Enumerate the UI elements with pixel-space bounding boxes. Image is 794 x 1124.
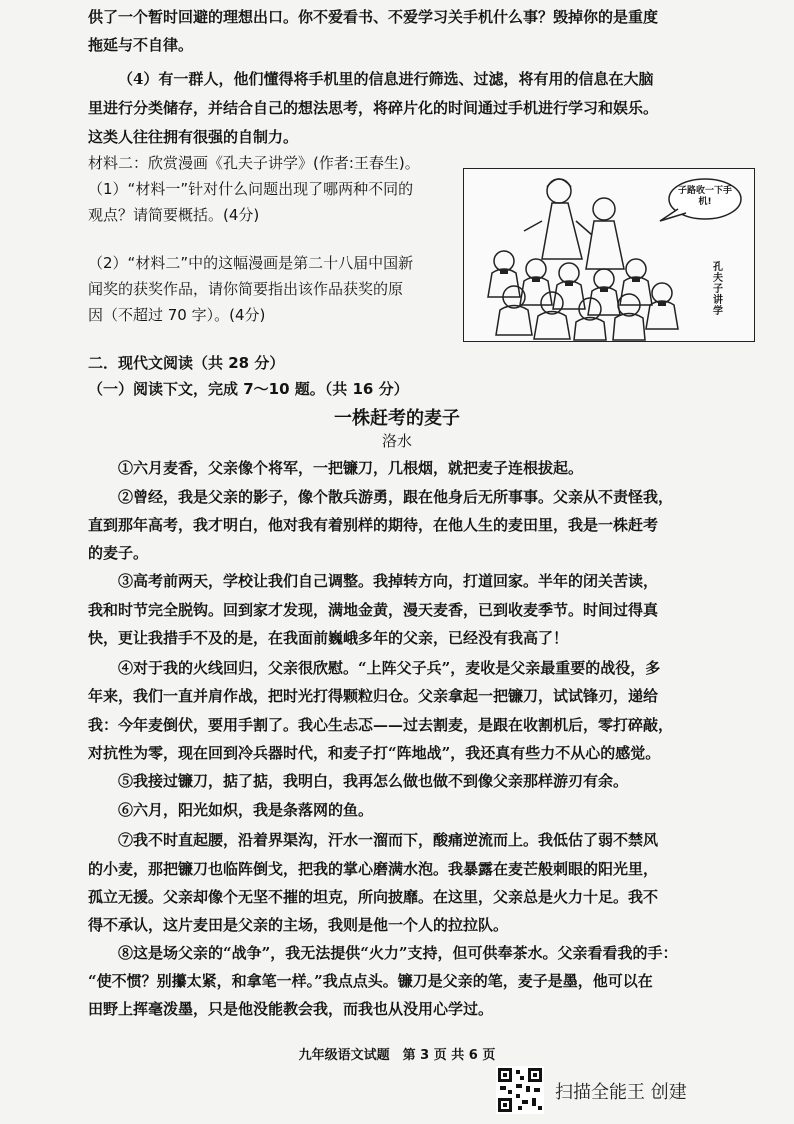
article-author: 洛水 xyxy=(381,432,412,450)
material1-item4-line-1: （4）有一群人，他们懂得将手机里的信息进行筛选、过滤，将有用的信息在大脑 xyxy=(118,70,654,88)
article-line: 我和时节完全脱钩。回到家才发现，满地金黄，漫天麦香，已到收麦季节。时间过得真 xyxy=(88,601,659,619)
page-footer: 九年级语文试题 第 3 页 共 6 页 xyxy=(298,1048,496,1063)
article-line: 田野上挥毫泼墨，只是他没能教会我，而我也从没用心学过。 xyxy=(88,1000,494,1018)
question-2-line-2: 闻奖的获奖作品，请你简要指出该作品获奖的原 xyxy=(88,280,404,298)
article-line: 对抗性为零，现在回到冷兵器时代，和麦子打“阵地战”，我还真有些力不从心的感觉。 xyxy=(88,744,661,762)
article-line: 直到那年高考，我才明白，他对我有着别样的期待，在他人生的麦田里，我是一株赶考 xyxy=(88,516,659,534)
question-1-line-2: 观点？请简要概括。(4分) xyxy=(88,206,260,224)
article-line: ⑥六月，阳光如炽，我是条落网的鱼。 xyxy=(118,801,374,819)
question-2-line-1: （2）“材料二”中的这幅漫画是第二十八届中国新 xyxy=(88,254,414,272)
article-line: ④对于我的火线回归，父亲很欣慰。“上阵父子兵”，麦收是父亲最重要的战役，多 xyxy=(118,659,661,677)
article-line: 年来，我们一直并肩作战，把时光打得颗粒归仓。父亲拿起一把镰刀，试试锋刃，递给 xyxy=(88,687,659,705)
comic-bubble-text: 子路收一下手机! xyxy=(677,186,732,207)
article-line: ①六月麦香，父亲像个将军，一把镰刀，几根烟，就把麦子连根拔起。 xyxy=(118,459,584,477)
section-2-heading: 二．现代文阅读（共 28 分） xyxy=(88,354,285,372)
material1-line-1: 供了一个暂时回避的理想出口。你不爱看书、不爱学习关手机什么事？毁掉你的是重度 xyxy=(88,8,659,26)
material1-line-2: 拖延与不自律。 xyxy=(88,36,194,54)
article-line: ②曾经，我是父亲的影子，像个散兵游勇，跟在他身后无所事事。父亲从不责怪我， xyxy=(118,488,674,506)
article-line: 得不承认，这片麦田是父亲的主场，我则是他一个人的拉拉队。 xyxy=(88,916,509,934)
article-line: ⑦我不时直起腰，沿着界渠沟，汗水一溜而下，酸痛逆流而上。我低估了弱不禁风 xyxy=(118,831,659,849)
material2-heading: 材料二：欣赏漫画《孔夫子讲学》(作者:王春生)。 xyxy=(88,154,420,172)
material1-item4-line-3: 这类人往往拥有很强的自制力。 xyxy=(88,128,299,146)
article-line: ⑤我接过镰刀，掂了掂，我明白，我再怎么做也做不到像父亲那样游刃有余。 xyxy=(118,772,629,790)
comic-caption: 孔 夫 子 讲 学 xyxy=(713,262,723,317)
question-1-line-1: （1）“材料一”针对什么问题出现了哪两种不同的 xyxy=(88,180,414,198)
qr-code-icon xyxy=(496,1066,544,1114)
article-line: 的麦子。 xyxy=(88,544,149,562)
scanner-brand-watermark: 扫描全能王 创建 xyxy=(555,1082,687,1103)
material1-item4-line-2: 里进行分类储存，并结合自己的想法思考，将碎片化的时间通过手机进行学习和娱乐。 xyxy=(88,99,659,117)
article-line: ⑧这是场父亲的“战争”，我无法提供“火力”支持，但可供奉茶水。父亲看看我的手： xyxy=(118,944,678,962)
article-line: 孤立无援。父亲却像个无坚不摧的坦克，所向披靡。在这里，父亲总是火力十足。我不 xyxy=(88,888,659,906)
article-line: 我：今年麦倒伏，要用手割了。我心生忐忑——过去割麦，是跟在收割机后，零打碎敲， xyxy=(88,716,674,734)
article-line: 的小麦，那把镰刀也临阵倒戈，把我的掌心磨满水泡。我暴露在麦芒般刺眼的阳光里， xyxy=(88,860,659,878)
article-title: 一株赶考的麦子 xyxy=(334,408,460,429)
section-2-subheading: （一）阅读下文，完成 7～10 题。（共 16 分） xyxy=(88,380,409,398)
question-2-line-3: 因（不超过 70 字）。(4分) xyxy=(88,306,266,324)
article-line: “使不惯？别攥太紧，和拿笔一样。”我点点头。镰刀是父亲的笔，麦子是墨，他可以在 xyxy=(88,972,653,990)
article-line: 快，更让我措手不及的是，在我面前巍峨多年的父亲，已经没有我高了！ xyxy=(88,629,569,647)
article-line: ③高考前两天，学校让我们自己调整。我掉转方向，打道回家。半年的闭关苦读， xyxy=(118,572,659,590)
